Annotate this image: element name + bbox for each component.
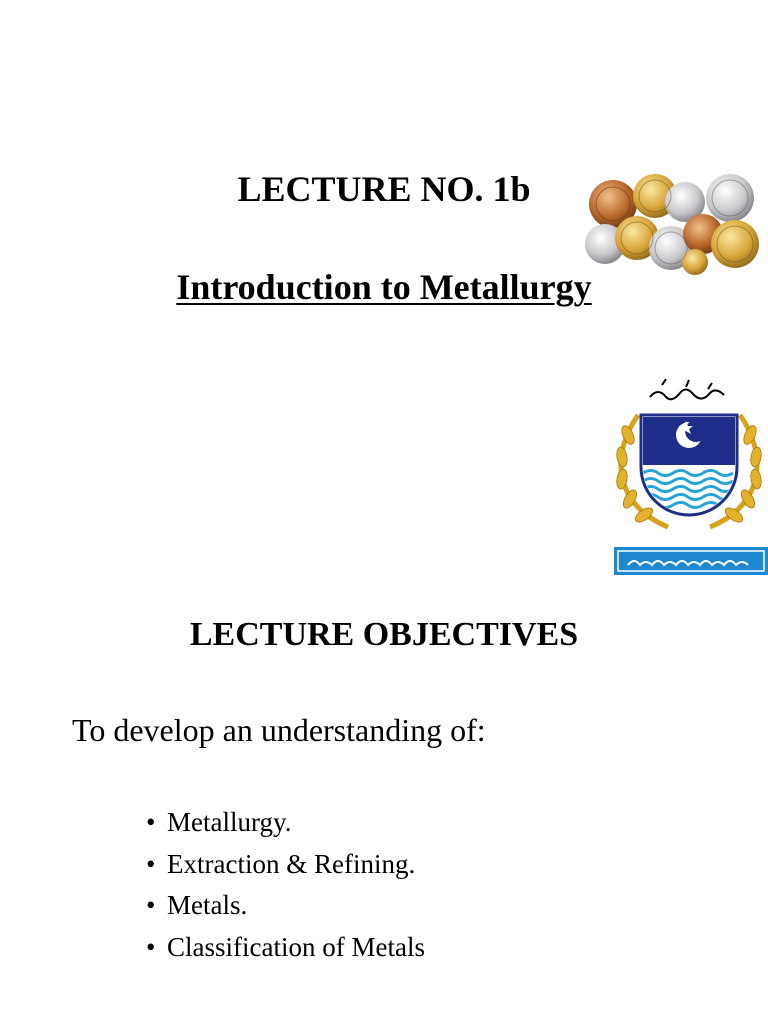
university-emblem: [610, 375, 768, 578]
list-item: • Metals.: [146, 885, 425, 927]
objective-list: [146, 802, 425, 968]
list-item: • Extraction & Refining.: [146, 844, 425, 886]
objectives-intro: To develop an understanding of:: [72, 712, 486, 748]
lecture-subtitle: Introduction to Metallurgy: [176, 267, 592, 307]
lecture-title: LECTURE NO. 1b: [237, 169, 531, 209]
list-item: • Classification of Metals: [146, 927, 425, 969]
list-item: • Metallurgy.: [146, 802, 425, 844]
coins-image: [585, 172, 761, 276]
objectives-heading: LECTURE OBJECTIVES: [189, 616, 579, 653]
